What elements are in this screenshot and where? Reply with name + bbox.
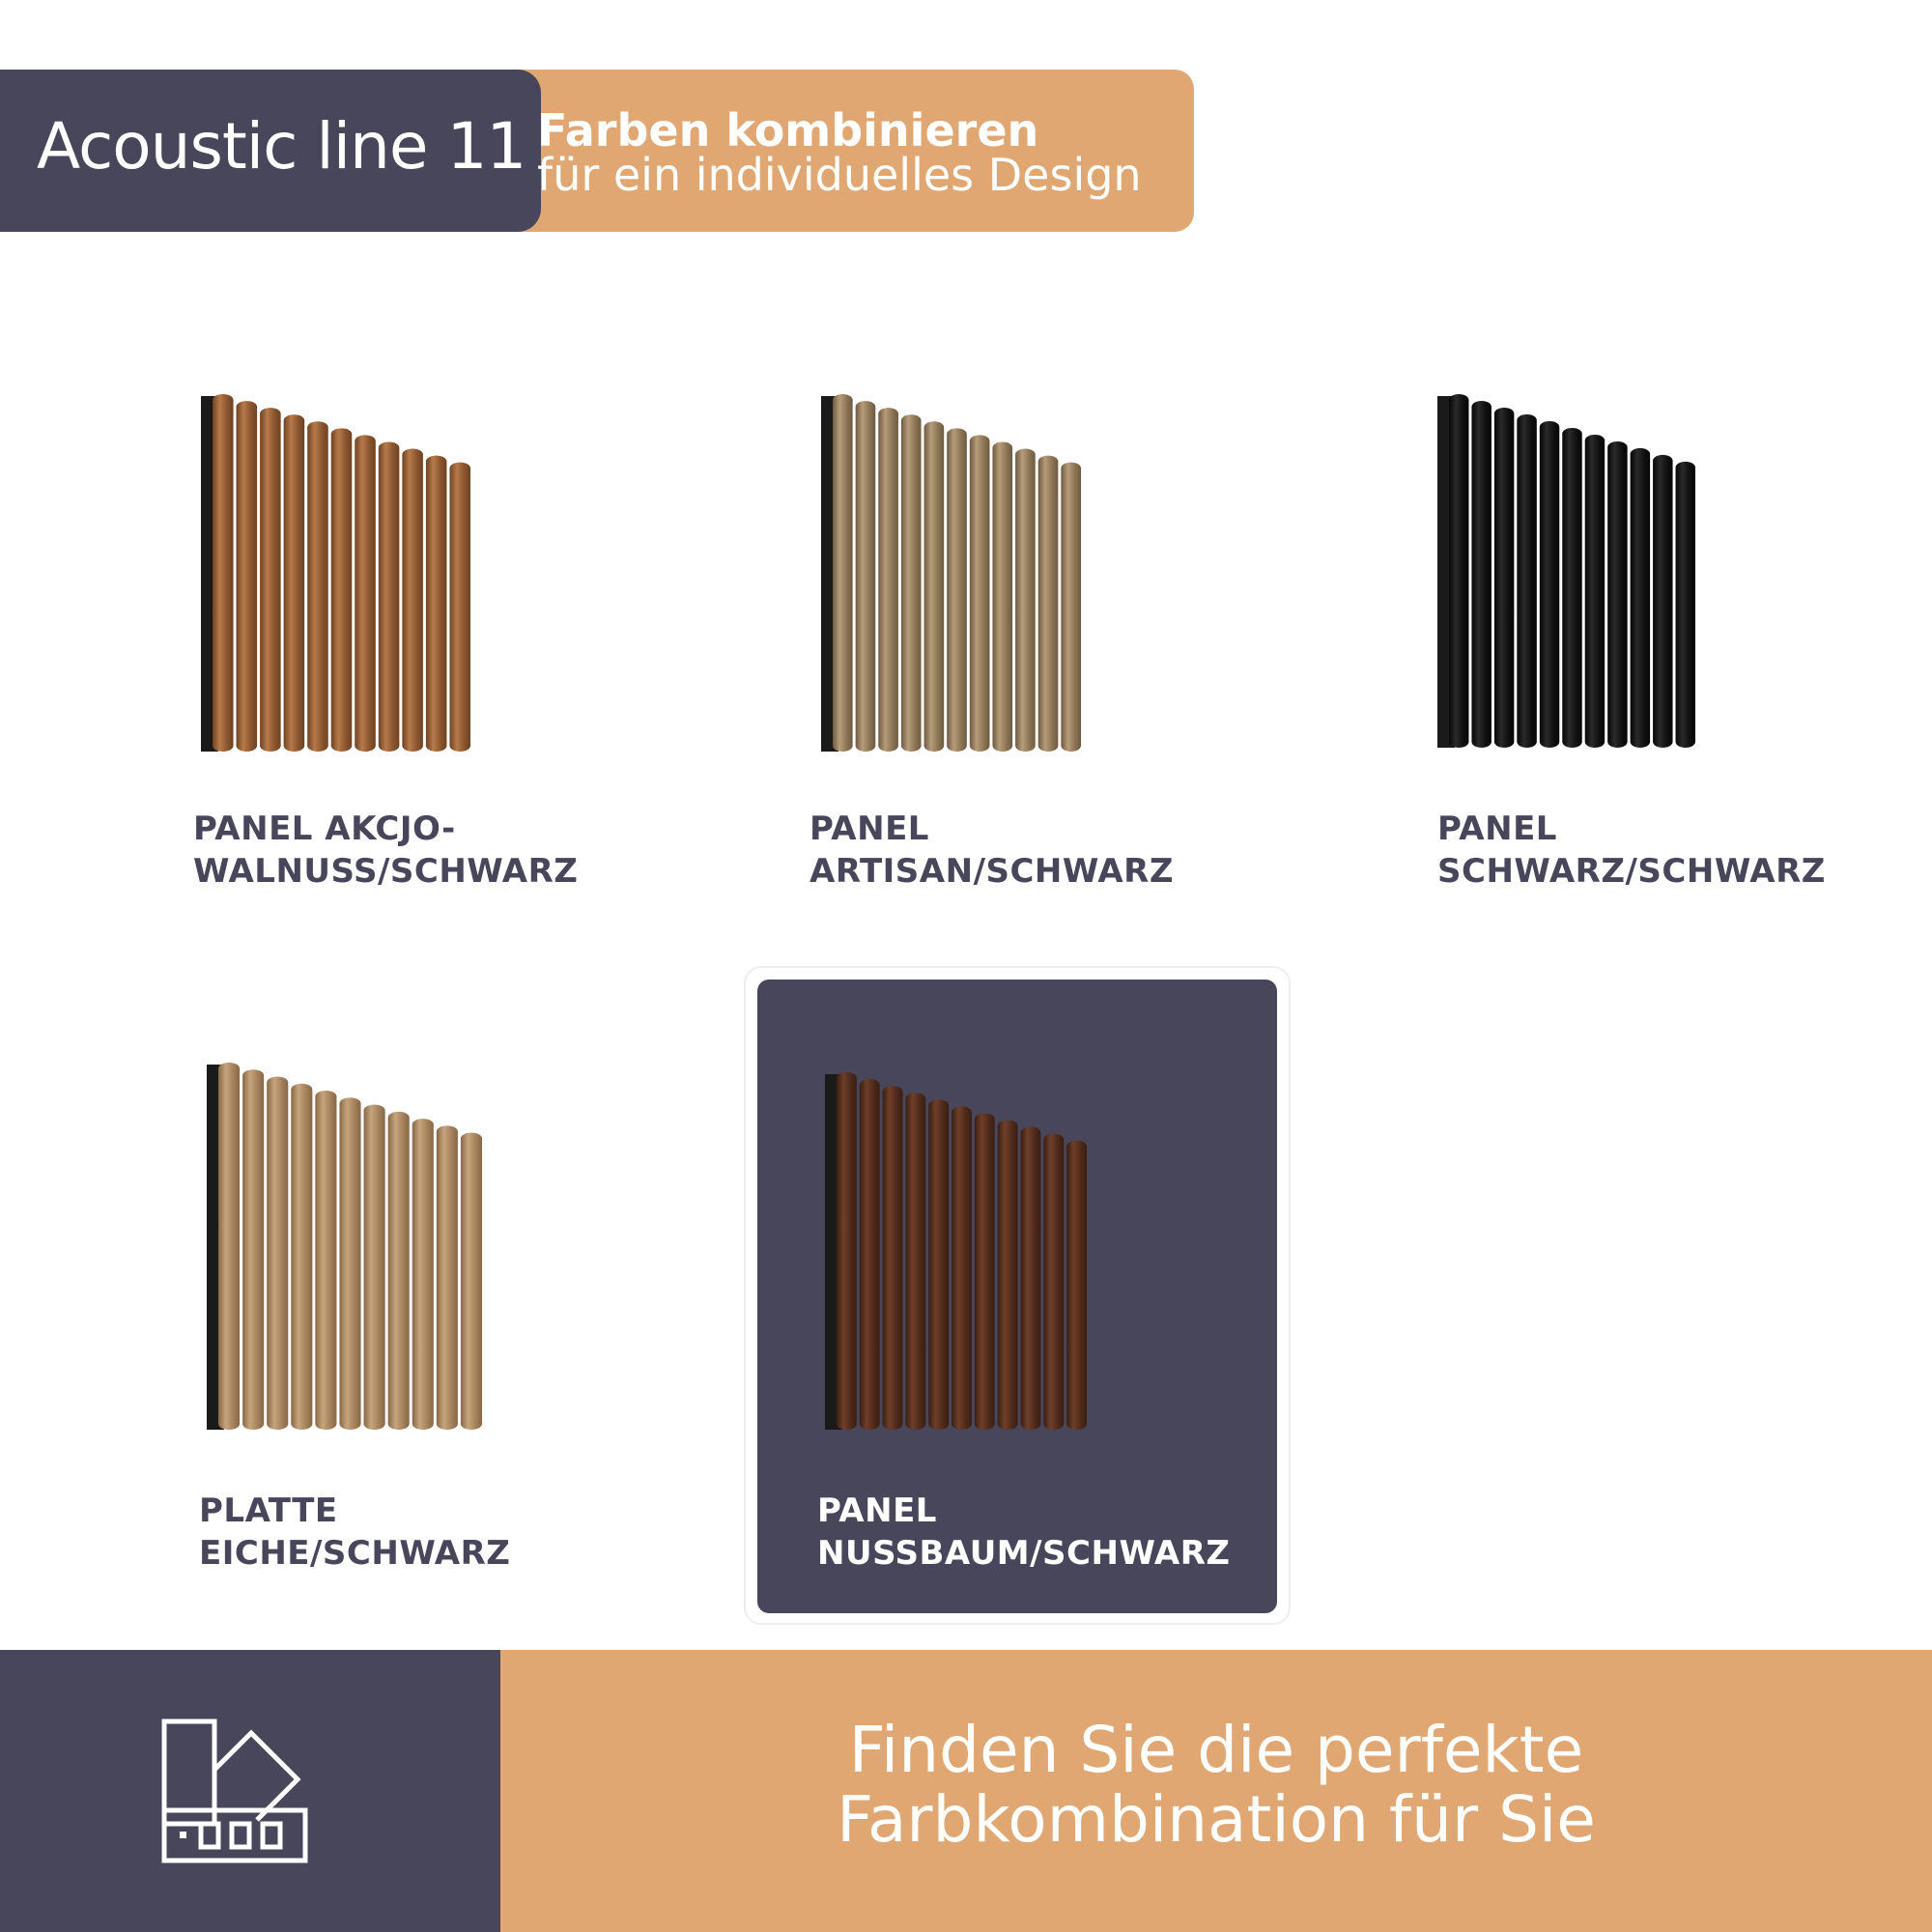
panel-slat [355,435,376,752]
panel-eiche-image[interactable] [207,1061,495,1430]
panel-slat [213,394,234,752]
panel-slat [905,1093,925,1430]
panel-slat [992,441,1012,752]
panel-slat [1631,448,1650,748]
panel-label-line1: PANEL [810,810,929,848]
panel-slat [1585,435,1605,748]
panel-slat [970,435,990,752]
header-tagline-subline: für ein individuelles Design [537,149,1142,201]
panel-slat [947,428,967,752]
panel-slat [1494,408,1514,748]
footer-cta-text [500,1713,1932,1857]
panel-slat [1517,414,1536,748]
footer-cta-line2: Farbkombination für Sie [837,1782,1596,1857]
panel-slat [461,1133,482,1430]
panel-label-line1: PANEL AKCJO- [193,810,456,848]
color-palette-swatch-icon [158,1716,309,1866]
panel-slat [878,408,898,752]
panel-slat [837,1072,857,1430]
panel-slat [1038,456,1059,752]
panel-label-line2: SCHWARZ/SCHWARZ [1437,852,1826,891]
panel-label-line2: WALNUSS/SCHWARZ [193,852,579,891]
panel-label-walnuss [193,808,578,893]
panel-slat [315,1091,336,1430]
panel-slat [924,421,945,752]
panel-slat [833,394,853,752]
panel-slat [856,401,876,752]
brand-title: Acoustic line 11 [37,109,526,184]
header-tagline-headline: Farben kombinieren [537,104,1039,156]
panel-slat [1676,462,1695,748]
panel-slat [860,1079,880,1430]
panel-artisan-image[interactable] [821,392,1094,752]
panel-slat [1061,463,1081,752]
panel-slat [1021,1127,1041,1430]
panel-label-nussbaum [817,1490,1231,1575]
panel-slat [260,408,281,752]
panel-slat [952,1106,972,1430]
panel-slat [364,1105,385,1430]
panel-label-eiche [199,1490,510,1575]
panel-slat [1015,449,1036,752]
panel-nussbaum-image[interactable] [825,1070,1099,1430]
panel-slat [883,1086,903,1430]
panel-slat [1043,1134,1064,1430]
panel-slat [237,401,258,752]
panel-slat [928,1099,949,1430]
panel-slat [379,441,400,752]
panel-slat [437,1125,458,1430]
panel-slat [449,463,470,752]
panel-slat [412,1119,434,1430]
panel-slat [975,1113,995,1430]
panel-label-line2: EICHE/SCHWARZ [199,1534,511,1573]
panel-slat [388,1112,410,1430]
panel-slat [218,1063,240,1430]
panel-label-line1: PANEL [817,1492,937,1530]
panel-label-schwarz [1437,808,1826,893]
panel-label-line2: ARTISAN/SCHWARZ [810,852,1175,891]
panel-slat [901,414,922,752]
panel-slat [1066,1141,1087,1430]
panel-slat [267,1077,288,1430]
panel-slat [284,414,305,752]
panel-slat [1653,455,1672,748]
panel-label-line1: PLATTE [199,1492,338,1530]
panel-label-artisan [810,808,1174,893]
panel-label-line1: PANEL [1437,810,1557,848]
panel-slat [1471,401,1491,748]
panel-label-line2: NUSSBAUM/SCHWARZ [817,1534,1231,1573]
footer-cta-line1: Finden Sie die perfekte [848,1713,1584,1787]
panel-schwarz-image[interactable] [1437,392,1708,748]
panel-slat [1449,394,1468,748]
panel-slat [1607,441,1627,748]
panel-walnuss-image[interactable] [201,392,483,752]
panel-slat [331,428,353,752]
panel-slat [1540,421,1559,748]
panel-slat [998,1120,1018,1430]
panel-slat [402,449,423,752]
panel-slat [1562,428,1581,748]
panel-slat [426,456,447,752]
panel-slat [339,1097,360,1430]
panel-slat [307,421,328,752]
panel-slat [291,1084,312,1430]
panel-slat [242,1069,264,1430]
